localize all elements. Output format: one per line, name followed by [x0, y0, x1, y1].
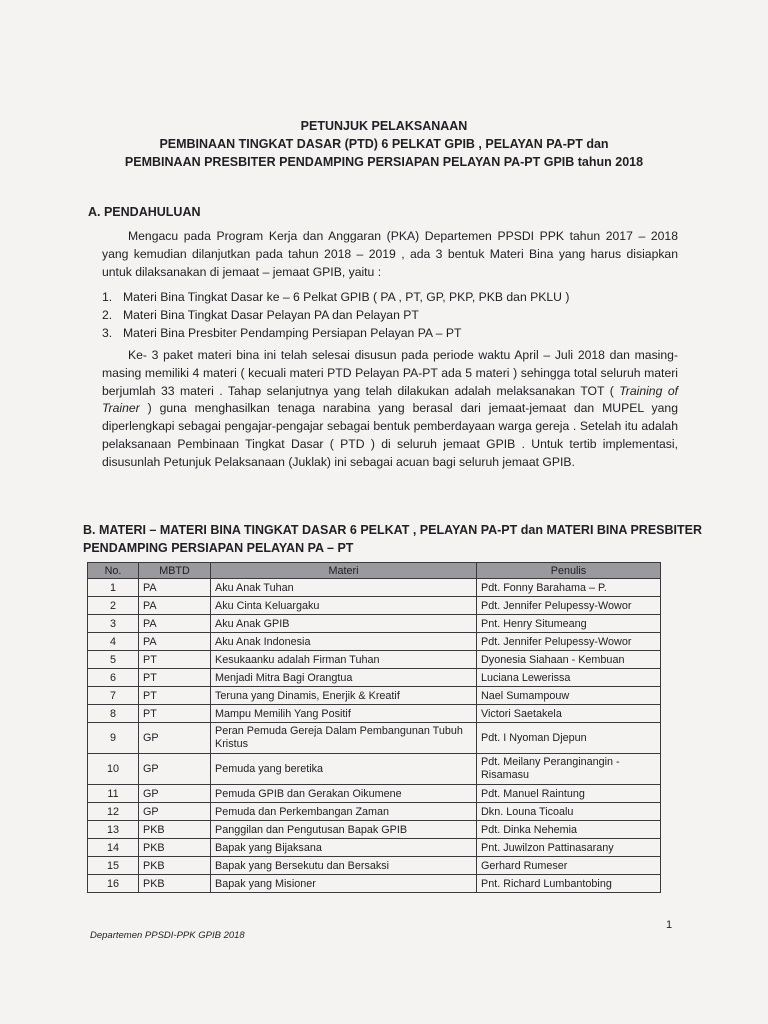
- list-item-number: 1.: [102, 290, 113, 304]
- cell-mbtd: PA: [139, 579, 211, 597]
- cell-materi: Aku Anak Indonesia: [211, 633, 477, 651]
- cell-mbtd: GP: [139, 754, 211, 785]
- cell-mbtd: PKB: [139, 821, 211, 839]
- cell-penulis-text: Pdt. Meilany Peranginangin - Risamasu: [481, 756, 620, 781]
- cell-materi: Pemuda GPIB dan Gerakan Oikumene: [211, 785, 477, 803]
- section-a-paragraph-1: Mengacu pada Program Kerja dan Anggaran (PKA) Departemen PPSDI PPK tahun 2017 – 2018 yang kemudian dilanjutkan pada tahun 2018 – 2019 , ada 3 bentuk Materi Bina yang harus disiapkan untuk dilaksanakan di jemaat – jemaat GPIB, yaitu :: [102, 229, 678, 279]
- cell-penulis: Nael Sumampouw: [477, 687, 661, 705]
- cell-materi: [211, 723, 477, 754]
- cell-penulis: Gerhard Rumeser: [477, 857, 661, 875]
- table-row: [88, 754, 661, 785]
- table-row: [88, 579, 661, 597]
- materi-list: [102, 289, 569, 342]
- list-item-number: 3.: [102, 325, 113, 340]
- cell-no: 15: [88, 857, 139, 875]
- cell-penulis: Luciana Lewerissa: [477, 669, 661, 687]
- section-a-heading: A. PENDAHULUAN: [88, 205, 201, 219]
- cell-penulis: Pdt. Fonny Barahama – P.: [477, 579, 661, 597]
- cell-no: 10: [88, 754, 139, 785]
- header-mbtd: MBTD: [139, 563, 211, 579]
- cell-no: 14: [88, 839, 139, 857]
- section-b-heading: B. MATERI – MATERI BINA TINGKAT DASAR 6 PELKAT , PELAYAN PA-PT dan MATERI BINA PRESBITER PENDAMPING PERSIAPAN PELAYAN PA – PT: [83, 523, 703, 555]
- cell-materi: Bapak yang Bijaksana: [211, 839, 477, 857]
- cell-no: 6: [88, 669, 139, 687]
- cell-no: 12: [88, 803, 139, 821]
- paragraph-text: Ke- 3 paket materi bina ini telah selesai disusun pada periode waktu April – Juli 2018 dan masing-masing memiliki 4 materi ( kecuali materi PTD Pelayan PA-PT ada 5 materi ) sehingga total seluruh materi berjumlah 33 materi . Tahap selanjutnya yang telah dilakukan adalah melaksanakan TOT (: [102, 348, 678, 398]
- cell-mbtd: PKB: [139, 875, 211, 893]
- header-materi: Materi: [211, 563, 477, 579]
- cell-penulis: Victori Saetakela: [477, 705, 661, 723]
- section-a-paragraph-2: [102, 347, 678, 472]
- list-item-number: 2.: [102, 307, 113, 322]
- cell-materi: Bapak yang Bersekutu dan Bersaksi: [211, 857, 477, 875]
- cell-mbtd: PA: [139, 615, 211, 633]
- cell-no: 9: [88, 723, 139, 754]
- table-row: [88, 857, 661, 875]
- table-row: [88, 803, 661, 821]
- table-row: [88, 821, 661, 839]
- table-row: [88, 785, 661, 803]
- cell-materi: Menjadi Mitra Bagi Orangtua: [211, 669, 477, 687]
- cell-materi: Panggilan dan Pengutusan Bapak GPIB: [211, 821, 477, 839]
- table-row: [88, 597, 661, 615]
- paragraph-italic-text: Training of Trainer: [102, 383, 678, 416]
- cell-penulis: Dyonesia Siahaan - Kembuan: [477, 651, 661, 669]
- cell-penulis: Pdt. Dinka Nehemia: [477, 821, 661, 839]
- cell-no: 7: [88, 687, 139, 705]
- cell-no: 3: [88, 615, 139, 633]
- cell-materi: Pemuda yang beretika: [211, 754, 477, 785]
- cell-penulis: Pnt. Juwilzon Pattinasarany: [477, 839, 661, 857]
- cell-penulis: Pdt. Jennifer Pelupessy-Wowor: [477, 597, 661, 615]
- cell-mbtd: PT: [139, 705, 211, 723]
- cell-mbtd: PT: [139, 669, 211, 687]
- cell-no: 16: [88, 875, 139, 893]
- list-item: [102, 289, 569, 307]
- document-title: PETUNJUK PELAKSANAAN: [300, 119, 468, 133]
- cell-mbtd: PKB: [139, 839, 211, 857]
- cell-materi: Pemuda dan Perkembangan Zaman: [211, 803, 477, 821]
- table-row: [88, 723, 661, 754]
- cell-no: 8: [88, 705, 139, 723]
- cell-materi: Aku Cinta Keluargaku: [211, 597, 477, 615]
- cell-materi: Mampu Memilih Yang Positif: [211, 705, 477, 723]
- cell-penulis: [477, 754, 661, 785]
- table-row: [88, 687, 661, 705]
- cell-mbtd: PA: [139, 597, 211, 615]
- table-row: [88, 705, 661, 723]
- materi-table: [87, 562, 661, 893]
- cell-mbtd: PA: [139, 633, 211, 651]
- cell-mbtd: GP: [139, 803, 211, 821]
- header-no: No.: [88, 563, 139, 579]
- cell-penulis: Pdt. Jennifer Pelupessy-Wowor: [477, 633, 661, 651]
- list-item: [102, 325, 569, 343]
- cell-penulis: Pnt. Richard Lumbantobing: [477, 875, 661, 893]
- table-header-row: [88, 563, 661, 579]
- table-row: [88, 633, 661, 651]
- page-number: 1: [666, 919, 673, 931]
- cell-no: 4: [88, 633, 139, 651]
- table-row: [88, 875, 661, 893]
- cell-no: 13: [88, 821, 139, 839]
- table-row: [88, 839, 661, 857]
- page-footer: Departemen PPSDI-PPK GPIB 2018: [90, 930, 245, 941]
- cell-mbtd: GP: [139, 723, 211, 754]
- cell-mbtd: GP: [139, 785, 211, 803]
- cell-no: 11: [88, 785, 139, 803]
- cell-materi: Kesukaanku adalah Firman Tuhan: [211, 651, 477, 669]
- cell-no: 1: [88, 579, 139, 597]
- cell-penulis: Pdt. I Nyoman Djepun: [477, 723, 661, 754]
- cell-penulis: Pnt. Henry Situmeang: [477, 615, 661, 633]
- header-penulis: Penulis: [477, 563, 661, 579]
- cell-materi-text: Peran Pemuda Gereja Dalam Pembangunan Tubuh Kristus: [215, 725, 463, 750]
- document-subtitle-line-1: PEMBINAAN TINGKAT DASAR (PTD) 6 PELKAT GPIB , PELAYAN PA-PT dan: [159, 137, 609, 151]
- cell-penulis: Pdt. Manuel Raintung: [477, 785, 661, 803]
- cell-mbtd: PT: [139, 687, 211, 705]
- list-item-text: Materi Bina Presbiter Pendamping Persiapan Pelayan PA – PT: [123, 325, 462, 340]
- paragraph-text: ) guna menghasilkan tenaga narabina yang berasal dari jemaat-jemaat dan MUPEL yang diperlengkapi sebagai pengajar-pengajar sebagai bentuk pemberdayaan warga gereja . Setelah itu adalah pelaksanaan Pembinaan Tingkat Dasar ( PTD ) di seluruh jemaat GPIB . Untuk tertib implementasi, disusunlah Petunjuk Pelaksanaan (Juklak) ini sebagai acuan bagi seluruh jemaat GPIB.: [102, 401, 678, 469]
- list-item: [102, 307, 569, 325]
- table-row: [88, 669, 661, 687]
- cell-materi: Teruna yang Dinamis, Enerjik & Kreatif: [211, 687, 477, 705]
- table-row: [88, 615, 661, 633]
- cell-mbtd: PKB: [139, 857, 211, 875]
- cell-materi: Aku Anak GPIB: [211, 615, 477, 633]
- list-item-text: Materi Bina Tingkat Dasar Pelayan PA dan Pelayan PT: [123, 307, 419, 322]
- cell-no: 2: [88, 597, 139, 615]
- document-subtitle-line-2: PEMBINAAN PRESBITER PENDAMPING PERSIAPAN PELAYAN PA-PT GPIB tahun 2018: [124, 155, 644, 169]
- table-row: [88, 651, 661, 669]
- list-item-text: Materi Bina Tingkat Dasar ke – 6 Pelkat GPIB ( PA , PT, GP, PKP, PKB dan PKLU ): [123, 290, 570, 304]
- cell-penulis: Dkn. Louna Ticoalu: [477, 803, 661, 821]
- cell-materi: Bapak yang Misioner: [211, 875, 477, 893]
- cell-no: 5: [88, 651, 139, 669]
- cell-mbtd: PT: [139, 651, 211, 669]
- cell-materi: Aku Anak Tuhan: [211, 579, 477, 597]
